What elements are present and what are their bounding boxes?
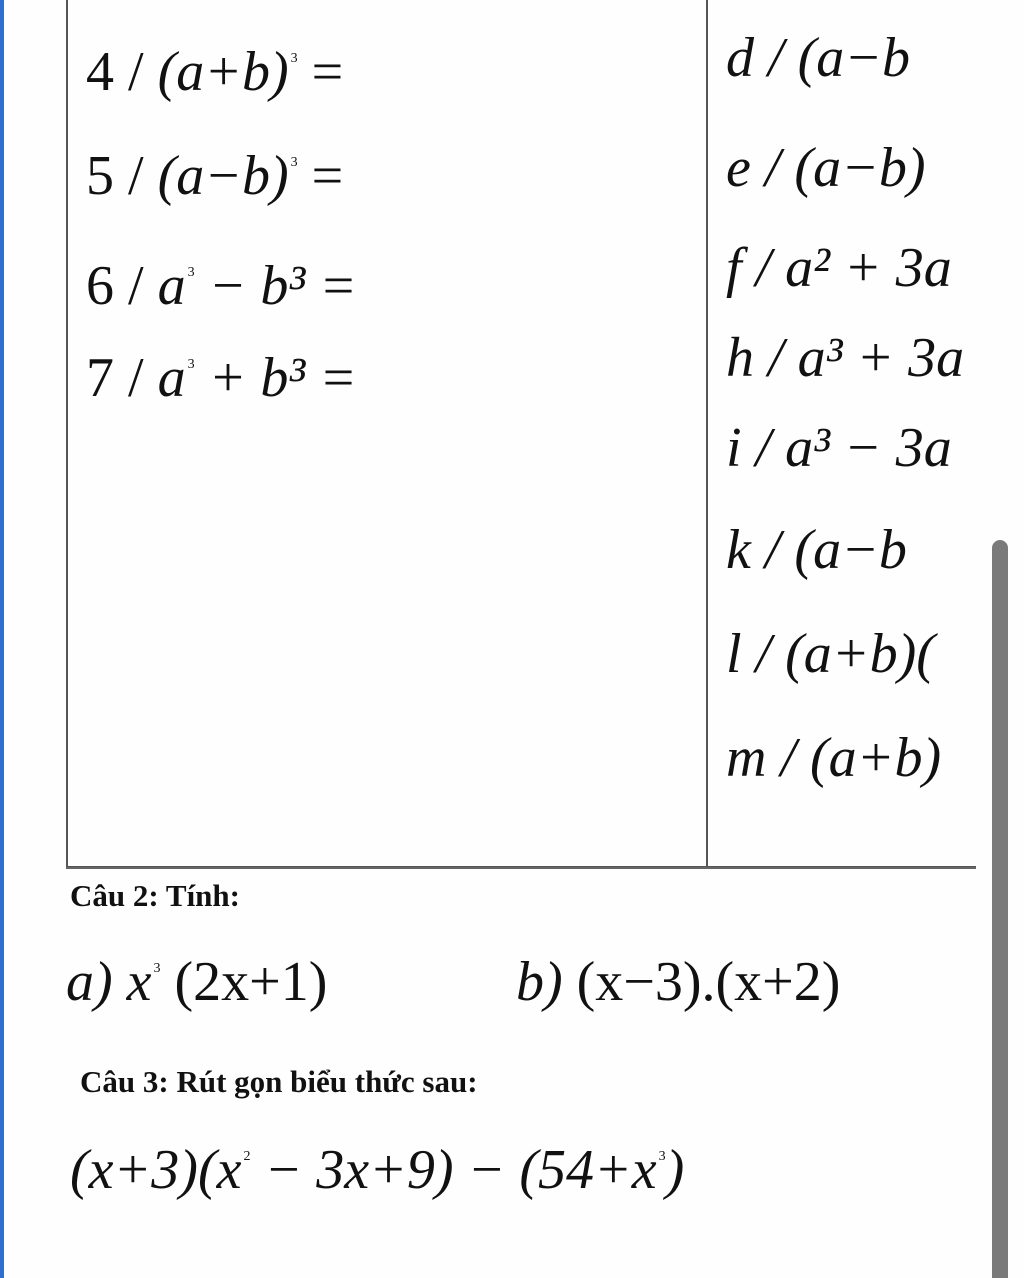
identity-5-label: 5 / bbox=[86, 145, 158, 207]
question-2-heading: Câu 2: Tính: bbox=[70, 878, 240, 913]
identity-7-exponent: 3 bbox=[187, 357, 195, 372]
identity-6-exponent: 3 bbox=[187, 265, 195, 280]
identity-4-tail: = bbox=[297, 41, 344, 103]
identity-e-expr: (a−b) bbox=[794, 137, 926, 199]
part-b-label: b) bbox=[516, 951, 563, 1013]
identity-6-expr: a bbox=[157, 255, 186, 317]
q3-expr-part-2: − 3x+9) − (54+x bbox=[250, 1139, 657, 1201]
q3-exponent-1: 2 bbox=[243, 1149, 251, 1164]
identity-i-label: i / bbox=[726, 417, 786, 479]
q3-exponent-2: 3 bbox=[658, 1149, 666, 1164]
identity-5-expr: (a−b) bbox=[157, 145, 289, 207]
question-2-part-a bbox=[66, 951, 328, 1013]
identity-4-label: 4 / bbox=[86, 41, 158, 103]
table-column-divider bbox=[706, 0, 708, 868]
q3-expr-part-1: (x+3)(x bbox=[70, 1139, 242, 1201]
identity-e-label: e / bbox=[726, 137, 795, 199]
question-3-expression bbox=[70, 1139, 685, 1201]
identity-f bbox=[726, 237, 952, 299]
q3-expr-part-3: ) bbox=[665, 1139, 685, 1201]
table-right-column bbox=[710, 0, 974, 866]
identity-6-label: 6 / bbox=[86, 255, 158, 317]
question-3-heading: Câu 3: Rút gọn biểu thức sau: bbox=[80, 1064, 478, 1099]
table-left-column bbox=[68, 0, 704, 866]
identity-m bbox=[726, 727, 942, 789]
identity-d-label: d / bbox=[726, 27, 798, 89]
identity-7 bbox=[86, 347, 357, 409]
identity-d-expr: (a−b bbox=[797, 27, 910, 89]
identity-k-label: k / bbox=[726, 519, 795, 581]
identity-m-label: m / bbox=[726, 727, 810, 789]
identity-m-expr: (a+b) bbox=[810, 727, 942, 789]
identity-l bbox=[726, 623, 935, 685]
identity-4-expr: (a+b) bbox=[157, 41, 289, 103]
identity-7-label: 7 / bbox=[86, 347, 158, 409]
part-b-expression: (x−3).(x+2) bbox=[576, 951, 841, 1013]
identity-k-expr: (a−b bbox=[794, 519, 907, 581]
identity-d bbox=[726, 27, 910, 89]
identity-7-tail: + b³ = bbox=[194, 347, 357, 409]
identity-k bbox=[726, 519, 907, 581]
identity-4-exponent: 3 bbox=[290, 51, 298, 66]
identity-i-expr: a³ − 3a bbox=[785, 417, 952, 479]
identity-i bbox=[726, 417, 952, 479]
window-left-edge bbox=[0, 0, 4, 1278]
part-a-label: a) bbox=[66, 951, 113, 1013]
part-a-expression: (2x+1) bbox=[174, 951, 328, 1013]
question-2-part-b bbox=[516, 951, 841, 1013]
identity-h bbox=[726, 327, 965, 389]
table-bottom-border bbox=[66, 867, 976, 869]
identity-f-expr: a² + 3a bbox=[785, 237, 952, 299]
part-a-exponent: 3 bbox=[153, 961, 161, 976]
part-a-base: x bbox=[126, 951, 152, 1013]
identity-6-tail: − b³ = bbox=[194, 255, 357, 317]
identity-h-label: h / bbox=[726, 327, 798, 389]
identity-l-expr: (a+b)( bbox=[785, 623, 935, 685]
identity-7-expr: a bbox=[157, 347, 186, 409]
identity-4 bbox=[86, 41, 344, 103]
identity-6 bbox=[86, 255, 357, 317]
identity-h-expr: a³ + 3a bbox=[797, 327, 965, 389]
identity-5-tail: = bbox=[297, 145, 344, 207]
identity-l-label: l / bbox=[726, 623, 786, 685]
vertical-scrollbar-thumb[interactable] bbox=[992, 540, 1008, 1278]
identity-5 bbox=[86, 145, 344, 207]
identity-f-label: f / bbox=[726, 237, 786, 299]
identity-5-exponent: 3 bbox=[290, 155, 298, 170]
identity-e bbox=[726, 137, 926, 199]
